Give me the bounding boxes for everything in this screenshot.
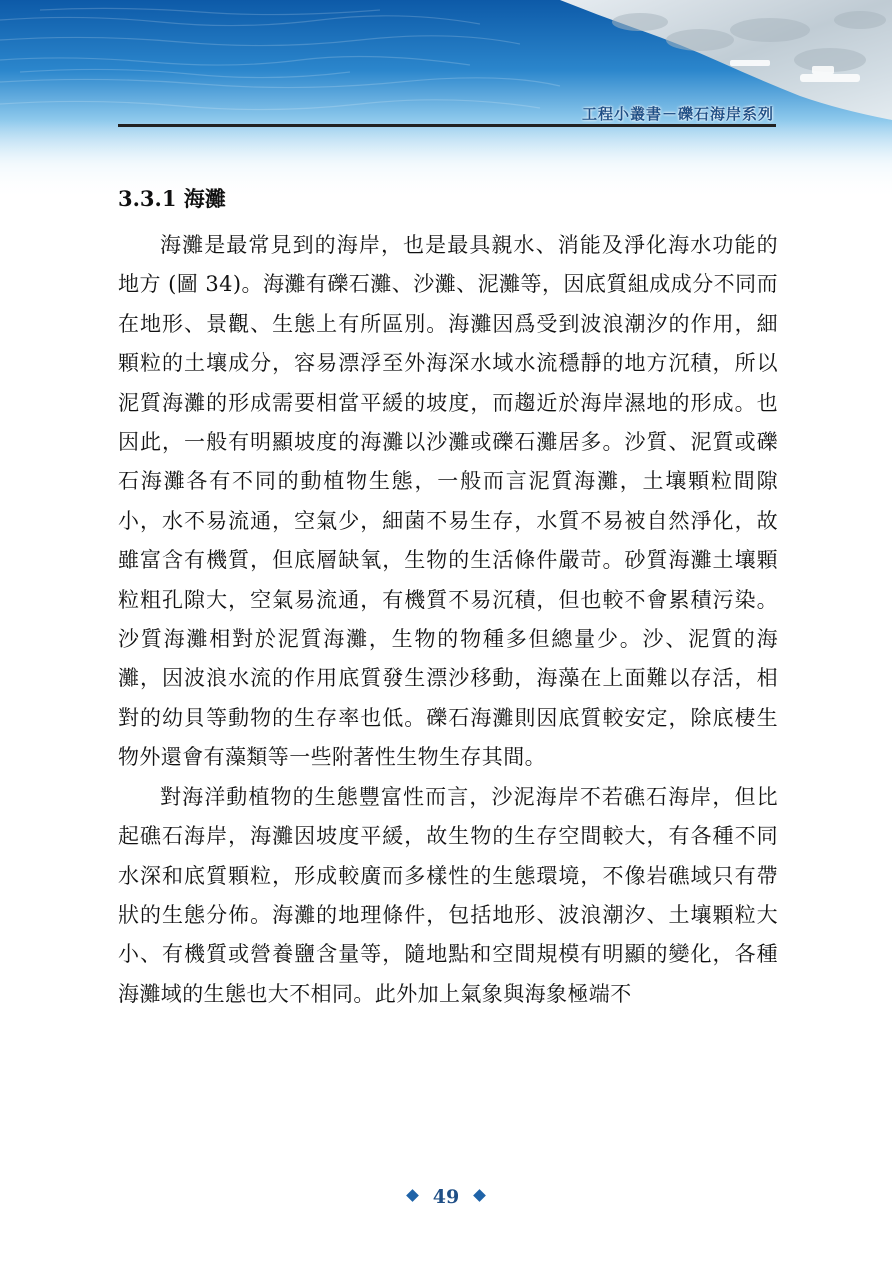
paragraph-2: 對海洋動植物的生態豐富性而言，沙泥海岸不若礁石海岸，但比起礁石海岸，海灘因坡度平緩，故生物的生存空間較大，有各種不同水深和底質顆粒，形成較廣而多樣性的生態環境，不像岩礁域只有帶狀的生態分佈。海灘的地理條件，包括地形、波浪潮汐、土壤顆粒大小、有機質或營養鹽含量等，隨地點和空間規模有明顯的變化，各種海灘域的生態也大不相同。此外加上氣象與海象極端不: [118, 784, 778, 1006]
sea-photo-graphic: [0, 0, 892, 200]
paragraph-1: 海灘是最常見到的海岸，也是最具親水、消能及淨化海水功能的地方 (圖 34)。海灘有礫石灘、沙灘、泥灘等，因底質組成成分不同而在地形、景觀、生態上有所區別。海灘因爲受到波浪潮汐的作用，細顆粒的土壤成分，容易漂浮至外海深水域水流穩靜的地方沉積，所以泥質海灘的形成需要相當平緩的坡度，而趨近於海岸濕地的形成。也因此，一般有明顯坡度的海灘以沙灘或礫石灘居多。沙質、泥質或礫石海灘各有不同的動植物生態，一般而言泥質海灘，土壤顆粒間隙小，水不易流通，空氣少，細菌不易生存，水質不易被自然淨化，故雖富含有機質，但底層缺氧，生物的生活條件嚴苛。砂質海灘土壤顆粒粗孔隙大，空氣易流通，有機質不易沉積，但也較不會累積污染。沙質海灘相對於泥質海灘，生物的物種多但總量少。沙、泥質的海灘，因波浪水流的作用底質發生漂沙移動，海藻在上面難以存活，相對的幼貝等動物的生存率也低。礫石海灘則因底質較安定，除底棲生物外還會有藻類等一些附著性生物生存其間。: [118, 233, 778, 770]
page-number: 49: [432, 1186, 460, 1208]
body-text: [118, 226, 778, 1014]
diamond-icon: [473, 1189, 486, 1202]
section-heading: 3.3.1 海灘: [118, 186, 226, 211]
header-divider: [118, 124, 776, 127]
page-footer: [0, 1183, 892, 1211]
diamond-icon: [406, 1189, 419, 1202]
series-title: 工程小叢書－礫石海岸系列: [581, 105, 774, 123]
header-banner-photo: [0, 0, 892, 200]
